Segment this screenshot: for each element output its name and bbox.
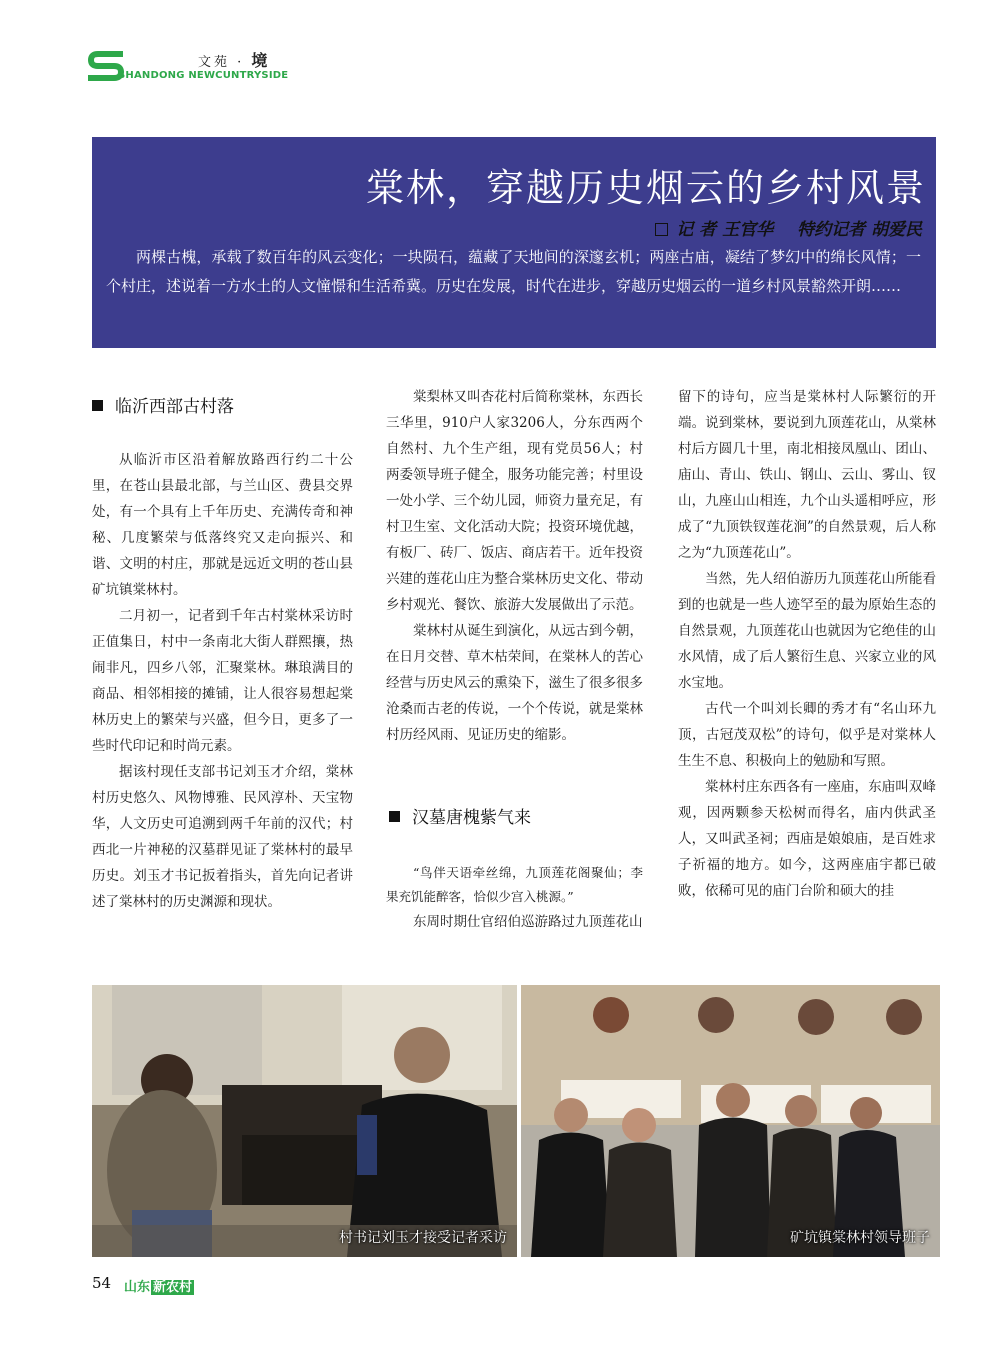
group-photo-image: [521, 985, 940, 1257]
magazine-name-footer: 山东 新农村: [124, 1280, 193, 1295]
paragraph: 古代一个叫刘长卿的秀才有“名山环九顶，古冠茂双松”的诗句，似乎是对棠林人生生不息、积极向上的勉励和写照。: [678, 701, 936, 769]
paragraph: 棠林村庄东西各有一座庙，东庙叫双峰观，因两颗参天松树而得名，庙内供武圣人，又叫武圣祠；西庙是娘娘庙，是百姓求子祈福的地方。如今，这两座庙宇都已破败，依稀可见的庙门台阶和硕大的挂: [678, 779, 936, 899]
interview-photo-image: [92, 985, 517, 1257]
paragraph: 据该村现任支部书记刘玉才介绍，棠林村历史悠久、风物博雅、民风淳朴、天宝物华，人文历史可追溯到两千年前的汉代；村西北一片神秘的汉墓群见证了棠林村的最早历史。刘玉才书记扳着指头，首先向记者讲述了棠林村的历史渊源和现状。: [92, 764, 353, 910]
page-number: 54: [92, 1274, 112, 1292]
byline-reporter: 记 者 王官华: [676, 220, 774, 240]
paragraph: 东周时期仕官绍伯巡游路过九顶莲花山: [413, 914, 643, 930]
masthead: [88, 44, 288, 88]
section-name: 文苑 · 境: [198, 51, 271, 70]
photo-caption-left: 村书记刘玉才接受记者采访: [339, 1230, 507, 1246]
square-bullet-icon: [92, 400, 103, 411]
magazine-english-name: SHANDONG NEWCUNTRYSIDE: [118, 70, 289, 81]
column-2: [386, 384, 643, 748]
byline: [655, 215, 922, 240]
paragraph: 当然，先人绍伯游历九顶莲花山所能看到的也就是一些人迹罕至的最为原始生态的自然景观，九顶莲花山也就因为它绝佳的山水风情，成了后人繁衍生息、兴家立业的风水宝地。: [678, 571, 936, 691]
photo-group: [521, 985, 940, 1257]
article-title: 棠林，穿越历史烟云的乡村风景: [365, 166, 926, 210]
photo-caption-right: 矿坑镇棠林村领导班子: [790, 1230, 930, 1246]
section-heading-2: 汉墓唐槐紫气来: [389, 803, 531, 828]
poem-quote: “鸟伴天语牵丝绵，九顶莲花阁聚仙；李果充饥能醉客，恰似少宫入桃源。”: [386, 865, 643, 904]
title-banner: [92, 137, 936, 348]
paragraph: 二月初一，记者到千年古村棠林采访时正值集日，村中一条南北大街人群熙攘，热闹非凡，四乡八邻，汇聚棠林。琳琅满目的商品、相邻相接的摊铺，让人很容易想起棠林历史上的繁荣与兴盛，但今日，更多了一些时代印记和时尚元素。: [92, 608, 353, 754]
column-3: [678, 384, 936, 904]
byline-special: 特约记者 胡爱民: [797, 220, 922, 240]
square-bullet-icon: [389, 811, 400, 822]
paragraph: 棠梨林又叫杏花村后简称棠林，东西长三华里，910户人家3206人，分东西两个自然村、九个生产组，现有党员56人；村两委领导班子健全，服务功能完善；村里设一处小学、三个幼儿园，师资力量充足，有村卫生室、文化活动大院；投资环境优越，有板厂、砖厂、饭店、商店若干。近年投资兴建的莲花山庄为整合棠林历史文化、带动乡村观光、餐饮、旅游大发展做出了示范。: [386, 389, 643, 613]
paragraph: 留下的诗句，应当是棠林村人际繁衍的开端。说到棠林，要说到九顶莲花山，从棠林村后方圆几十里，南北相接凤凰山、团山、庙山、青山、铁山、钢山、云山、雾山、钗山，九座山山相连，九个山头遥相呼应，形成了“九顶铁钗莲花涧”的自然景观，后人称之为“九顶莲花山”。: [678, 389, 936, 561]
article-lead: 两棵古槐，承载了数百年的风云变化；一块陨石，蕴藏了天地间的深邃玄机；两座古庙，凝结了梦幻中的绵长风情；一个村庄，述说着一方水土的人文憧憬和生活希冀。历史在发展，时代在进步，穿越历史烟云的一道乡村风景豁然开朗……: [106, 248, 921, 295]
paragraph: 棠林村从诞生到演化，从远古到今朝，在日月交替、草木枯荣间，在棠林人的苦心经营与历史风云的熏染下，滋生了很多很多沧桑而古老的传说，一个个传说，就是棠林村历经风雨、见证历史的缩影。: [386, 623, 643, 743]
byline-box-icon: [655, 223, 668, 236]
column-1: [92, 447, 353, 915]
paragraph: 从临沂市区沿着解放路西行约二十公里，在苍山县最北部，与兰山区、费县交界处，有一个具有上千年历史、充满传奇和神秘、几度繁荣与低落终究又走向振兴、和谐、文明的村庄，那就是远近文明的苍山县矿坑镇棠林村。: [92, 452, 353, 598]
section-heading-1: 临沂西部古村落: [92, 392, 234, 417]
column-2-continued: [386, 861, 643, 935]
photo-interview: [92, 985, 517, 1257]
